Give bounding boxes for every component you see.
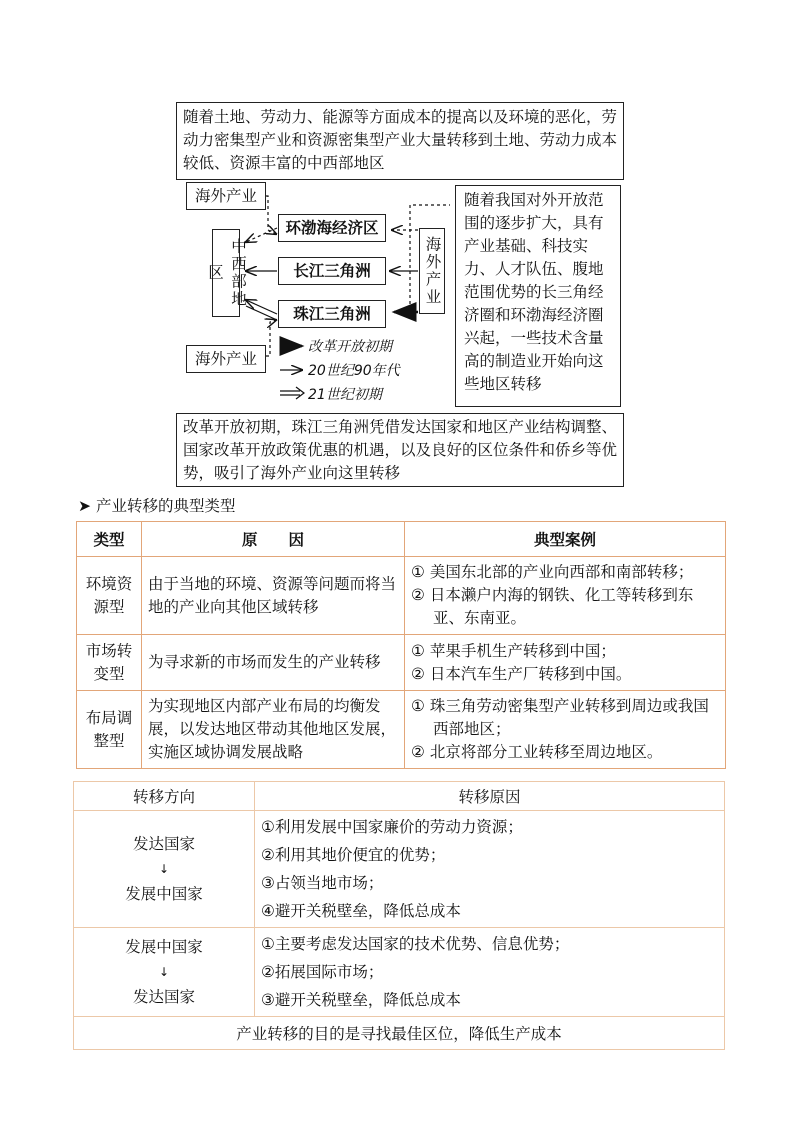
legend-arrow-double xyxy=(280,387,304,399)
bottom-note-text: 改革开放初期，珠江三角洲凭借发达国家和地区产业结构调整、国家改革开放政策优惠的机遇，以及良好的区位条件和侨乡等优势，吸引了海外产业向这里转移 xyxy=(183,418,618,482)
cases-cell xyxy=(405,635,726,691)
legend xyxy=(308,336,400,408)
diagram-arrows xyxy=(0,0,800,420)
reason-item: ①主要考虑发达国家的技术优势、信息优势； xyxy=(261,935,570,953)
table-row xyxy=(74,928,725,1017)
legend-item-1: 改革开放初期 xyxy=(308,339,392,355)
arrow-overseas-top-to-bohai xyxy=(266,196,276,234)
reason-item: ①利用发展中国家廉价的劳动力资源； xyxy=(261,818,523,836)
direction-to: 发达国家 xyxy=(132,988,195,1006)
reason-cell: 为实现地区内部产业布局的均衡发展，以发达地区带动其他地区发展，实施区域协调发展战略 xyxy=(142,691,405,769)
section-title-text: 产业转移的典型类型 xyxy=(95,497,236,515)
type-cell: 市场转变型 xyxy=(77,635,142,691)
reasons-cell xyxy=(255,928,725,1017)
section-title xyxy=(78,495,235,518)
header-cases: 典型案例 xyxy=(405,522,726,557)
down-arrow-icon: ↓ xyxy=(158,965,170,979)
table-header-row xyxy=(74,782,725,811)
reason-item: ②拓展国际市场； xyxy=(261,963,384,981)
cases-cell xyxy=(405,557,726,635)
reasons-cell xyxy=(255,811,725,928)
table-row xyxy=(77,691,726,769)
overseas-industry-top-label: 海外产业 xyxy=(194,186,257,205)
central-west-label: 中西部地区 xyxy=(206,238,247,308)
overseas-industry-right-label: 海外产业 xyxy=(423,236,442,306)
arrow-pearl-to-central-west-2 xyxy=(246,306,277,320)
reason-item: ③避开关税壁垒，降低总成本 xyxy=(261,991,461,1009)
direction-from: 发达国家 xyxy=(132,835,195,853)
region-yangtze-label: 长江三角洲 xyxy=(293,261,371,280)
header-direction: 转移方向 xyxy=(74,782,255,811)
cases-cell xyxy=(405,691,726,769)
reason-cell: 由于当地的环境、资源等问题而将当地的产业向其他区域转移 xyxy=(142,557,405,635)
legend-item-2: 20世纪90年代 xyxy=(308,363,400,379)
reason-cell: 为寻求新的市场而发生的产业转移 xyxy=(142,635,405,691)
type-cell: 环境资源型 xyxy=(77,557,142,635)
direction-to: 发展中国家 xyxy=(125,885,203,903)
case-item: ① 珠三角劳动密集型产业转移到周边或我国西部地区； xyxy=(411,697,709,738)
case-item: ② 日本汽车生产厂转移到中国。 xyxy=(411,664,632,683)
case-item: ① 苹果手机生产转移到中国； xyxy=(411,641,616,660)
region-bohai-label: 环渤海经济区 xyxy=(285,218,379,237)
header-reasons: 转移原因 xyxy=(255,782,725,811)
down-arrow-icon: ↓ xyxy=(158,862,170,876)
direction-cell xyxy=(74,811,255,928)
transfer-types-table xyxy=(76,521,726,769)
case-item: ① 美国东北部的产业向西部和南部转移； xyxy=(411,563,694,581)
reason-item: ④避开关税壁垒，降低总成本 xyxy=(261,902,461,920)
region-pearl-label: 珠江三角洲 xyxy=(293,304,371,323)
case-item: ② 北京将部分工业转移至周边地区。 xyxy=(411,743,663,761)
reason-item: ②利用其地价便宜的优势； xyxy=(261,846,446,864)
table-row xyxy=(77,635,726,691)
overseas-industry-bottom-label: 海外产业 xyxy=(194,349,257,368)
reason-item: ③占领当地市场； xyxy=(261,874,384,892)
table-row xyxy=(77,557,726,635)
transfer-direction-table xyxy=(73,781,725,1050)
table-row xyxy=(74,811,725,928)
case-item: ② 日本濑户内海的钢铁、化工等转移到东亚、东南亚。 xyxy=(411,586,694,627)
table-header-row xyxy=(77,522,726,557)
purpose-summary: 产业转移的目的是寻找最佳区位，降低生产成本 xyxy=(74,1017,725,1050)
triangle-bullet-icon: ➤ xyxy=(78,497,91,515)
direction-cell xyxy=(74,928,255,1017)
header-reason: 原 因 xyxy=(142,522,405,557)
dashed-outer-right xyxy=(410,205,450,310)
legend-item-3: 21世纪初期 xyxy=(308,387,382,403)
top-note-text: 随着土地、劳动力、能源等方面成本的提高以及环境的恶化，劳动力密集型产业和资源密集型产业大量转移到土地、劳动力成本较低、资源丰富的中西部地区 xyxy=(183,108,618,172)
arrow-pearl-to-central-west xyxy=(246,300,277,314)
table-footer-row xyxy=(74,1017,725,1050)
bottom-note-box xyxy=(176,413,624,487)
arrow-bohai-to-central-west xyxy=(246,228,277,242)
right-note-text: 随着我国对外开放范围的逐步扩大，具有产业基础、科技实力、人才队伍、腹地范围优势的长三角经济圈和环渤海经济圈兴起，一些技术含量高的制造业开始向这些地区转移 xyxy=(464,191,604,393)
direction-from: 发展中国家 xyxy=(125,938,203,956)
header-type: 类型 xyxy=(77,522,142,557)
arrow-overseas-bottom-to-pearl xyxy=(266,320,276,356)
type-cell: 布局调整型 xyxy=(77,691,142,769)
